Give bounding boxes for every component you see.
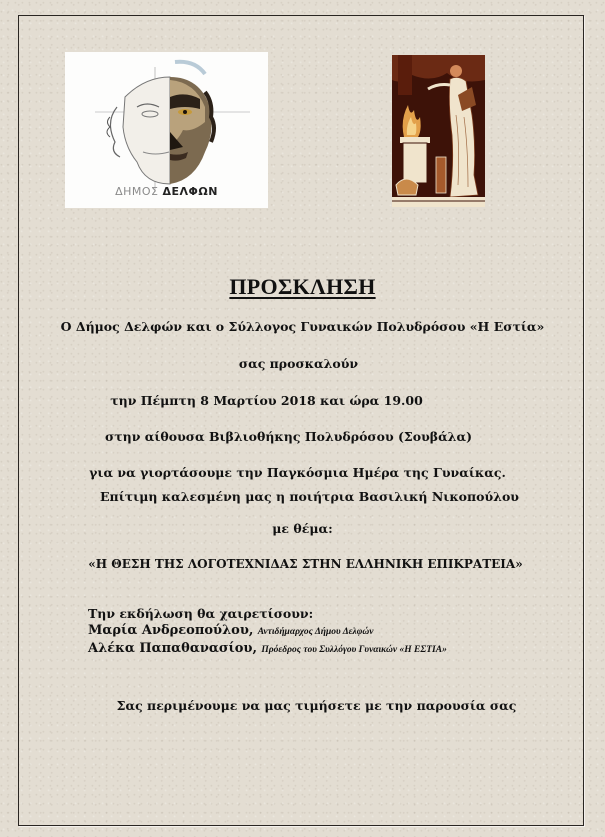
- speaker-role: Αντιδήμαρχος Δήμου Δελφών: [257, 626, 374, 637]
- greetings-intro: Την εκδήλωση θα χαιρετίσουν:: [88, 606, 314, 621]
- speaker-name: Αλέκα Παπαθανασίου,: [88, 641, 257, 656]
- speaker-row: [88, 640, 447, 659]
- closing-line: Σας περιμένουμε να μας τιμήσετε με την παρουσία σας: [116, 698, 517, 713]
- delphi-municipality-logo: [65, 52, 268, 208]
- speaker-row: [88, 622, 447, 641]
- logo-caption: [65, 185, 268, 198]
- logo-caption-dark: ΔΕΛΦΩΝ: [162, 185, 218, 198]
- topic-label: με θέμα:: [272, 521, 333, 536]
- topic-line: «Η ΘΕΣΗ ΤΗΣ ΛΟΓΟΤΕΧΝΙΔΑΣ ΣΤΗΝ ΕΛΛΗΝΙΚΗ ΕΠΙΚΡΑΤΕΙΑ»: [88, 557, 523, 571]
- hestia-figure-icon: [392, 55, 485, 207]
- speaker-name: Μαρία Ανδρεοπούλου,: [88, 622, 254, 638]
- guest-line: Επίτιμη καλεσμένη μας η ποιήτρια Βασιλική Νικοπούλου: [100, 489, 519, 504]
- date-time-line: την Πέμπτη 8 Μαρτίου 2018 και ώρα 19.00: [110, 393, 423, 408]
- purpose-line: για να γιορτάσουμε την Παγκόσμια Ημέρα της Γυναίκας.: [89, 465, 506, 480]
- greetings-block: [88, 606, 447, 659]
- hestia-illustration: [392, 55, 485, 207]
- speaker-role: Πρόεδρος του Συλλόγου Γυναικών «Η ΕΣΤΙΑ»: [261, 645, 447, 655]
- organizers-line: Ο Δήμος Δελφών και ο Σύλλογος Γυναικών Πολυδρόσου «Η Εστία»: [60, 319, 545, 334]
- venue-line: στην αίθουσα Βιβλιοθήκης Πολυδρόσου (Σουβάλα): [105, 429, 472, 444]
- invite-verb-line: σας προσκαλούν: [238, 356, 359, 371]
- invitation-title: ΠΡΟΣΚΛΗΣΗ: [229, 274, 376, 299]
- logo-caption-light: ΔΗΜΟΣ: [115, 185, 159, 198]
